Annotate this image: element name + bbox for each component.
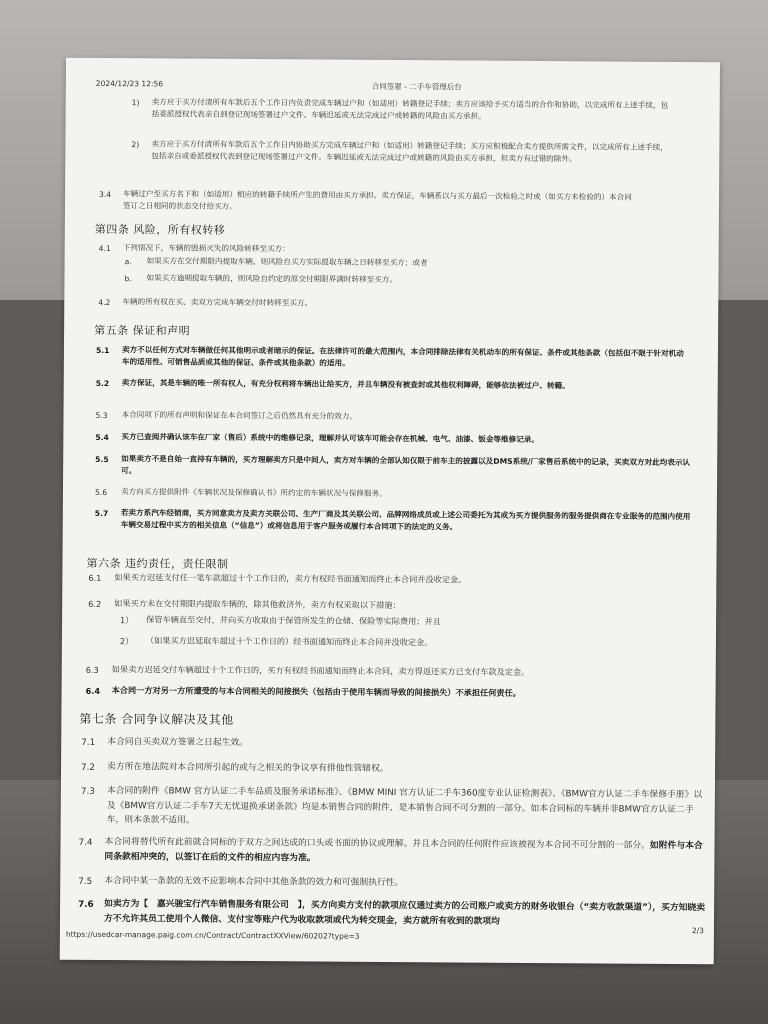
clause-4-1-b: 如果买方逾期提取车辆的，则风险自约定的原交付期限界满时转移至买方。 — [146, 273, 398, 285]
clause-num: 6.4 — [85, 685, 101, 696]
clause-num: 7.1 — [81, 737, 96, 748]
clause-num: 5.2 — [95, 378, 110, 389]
clause-6-4: 本合同一方对另一方所遭受的与本合同相关的间接损失（包括由于使用车辆而导致的间接损失）不承担任何责任。 — [111, 685, 522, 698]
clause-3-4: 车辆过户至买方名下和（如适用）相应的转籍手续所产生的费用由买方承担。卖方保证，车辆系以与买方最后一次检验之时或（如买方未检验的）本合同签订之日相同的状态交付给买方。 — [122, 189, 632, 211]
sub-item-num: 2） — [119, 636, 134, 647]
clause-num: 5.7 — [94, 508, 109, 519]
clause-4-1: 下列情况下，车辆的毁损灭失的风险转移至买方： — [122, 243, 290, 254]
article-7-heading: 第七条 合同争议解决及其他 — [79, 711, 234, 727]
sub-item-num: b. — [124, 274, 132, 284]
clause-num: 5.1 — [95, 345, 110, 356]
clause-5-1: 卖方不以任何方式对车辆做任何其他明示或者暗示的保证。在法律许可的最大范围内，本合同排除法律有关机动车的所有保证、条件或其他条款（包括但不限于针对机动车的适用性、可销售品质或其他的保证、条件或其他条款）的适用。 — [121, 345, 684, 368]
clause-num: 4.1 — [98, 243, 111, 254]
clause-6-2-2: （如果买方迟延取车超过十个工作日的）经书面通知而终止本合同并没收定金。 — [145, 635, 433, 648]
clause-6-2: 如果买方未在交付期限内提取车辆的，除其他救济外，卖方有权采取以下措施： — [114, 598, 401, 611]
clause-7-4-bold: 如附件与本合同条款相冲突的，以签订在后的文件的相应内容为准。 — [104, 840, 703, 863]
clause-num: 6.3 — [85, 664, 99, 675]
clause-4-2: 车辆的所有权在买、卖双方完成车辆交付时转移至买方。 — [122, 297, 313, 308]
print-date: 2024/12/23 12:56 — [95, 78, 164, 89]
clause-6-2-1: 保管车辆直至交付，并向买方收取由于保管所发生的仓储、保险等实际费用；并且 — [146, 614, 441, 627]
clause-5-3: 本合同项下的所有声明和保证在本合同签订之后仍然具有充分的效力。 — [121, 410, 357, 421]
page-url: https://usedcar-manage.paig.com.cn/Contract/ContractXXView/60202?type=3 — [65, 929, 360, 941]
clause-num: 7.3 — [80, 786, 95, 797]
clause-num: 3.4 — [99, 189, 112, 200]
clause-num: 7.5 — [78, 876, 93, 887]
intro-item-num: 1) — [131, 98, 140, 108]
clause-num: 7.2 — [81, 762, 96, 773]
clause-num: 7.4 — [78, 837, 93, 848]
clause-num: 6.1 — [88, 572, 102, 583]
clause-5-6: 卖方向买方提供附件《车辆状况及保修确认书》所约定的车辆状况与保修服务。 — [120, 487, 387, 498]
clause-5-5: 如果卖方不是自始一直持有车辆的，买方理解卖方只是中间人，卖方对车辆的全部认知仅限于前车主的披露以及DMS系统/厂家售后系统中的记录，买卖双方对此均表示认可。 — [121, 454, 691, 475]
clause-6-1: 如果买方迟延支付任一笔车款超过十个工作日的，卖方有权经书面通知而终止本合同并没收定金。 — [114, 572, 467, 585]
article-5-heading: 第五条 保证和声明 — [94, 323, 191, 338]
page-title: 合同签署 - 二手车管理后台 — [371, 81, 462, 92]
clause-7-5: 本合同中某一条款的无效不应影响本合同中其他条款的效力和可强制执行性。 — [104, 876, 404, 889]
clause-7-1: 本合同自买卖双方签署之日起生效。 — [107, 737, 249, 749]
contract-page — [60, 58, 720, 965]
article-6-heading: 第六条 违约责任，责任限制 — [86, 556, 229, 571]
clause-7-4 — [104, 835, 710, 868]
sub-item-num: 1） — [120, 615, 134, 626]
clause-7-4-text: 本合同将替代所有此前就合同标的于双方之间达成的口头或书面的协议或理解。并且本合同的任何附件应该被视为本合同不可分割的一部分。 — [104, 837, 650, 851]
clause-num: 5.3 — [95, 410, 108, 421]
clause-num: 5.4 — [95, 432, 109, 443]
article-4-heading: 第四条 风险，所有权转移 — [94, 222, 226, 237]
clause-6-3: 如果卖方迟延交付车辆超过十个工作日的，买方有权经书面通知而终止本合同，卖方得返还买方已支付车款及定金。 — [111, 664, 530, 677]
clause-num: 4.2 — [98, 297, 111, 308]
intro-item-num: 2) — [131, 140, 140, 150]
page-number: 2/3 — [691, 926, 704, 936]
intro-item: 卖方应于买方付清所有车款后五个工作日内负责完成车辆过户和（如适用）转籍登记手续；卖方应该给予买方适当的合作和协助，以完成所有上述手续，包括委派授权代表亲自到登记现场签署过户文件。车辆迟延或无法完成过户或转籍的风险由买方承担。 — [151, 97, 669, 121]
clause-7-6: 如卖方为【 嘉兴骏宝行汽车销售服务有限公司 】，买方向卖方支付的款项应仅通过卖方的公司账户或卖方的财务收银台（“卖方收款渠道”），买方知晓卖方不允许其员工使用个人微信、支付宝等账户代为收取款项或代为转交现金，卖方就所有收到的款项均 — [103, 899, 706, 927]
clause-5-2: 卖方保证，其是车辆的唯一所有权人，有充分权利将车辆出让给买方，并且车辆没有被查封或其他权利障碍，能够依法被过户、转籍。 — [121, 378, 570, 391]
clause-5-4: 买方已查阅并确认该车在厂家（售后）系统中的维修记录，理解并认可该车可能会存在机械、电气、油漆、钣金等维修记录。 — [121, 432, 540, 445]
clause-num: 5.6 — [94, 487, 108, 498]
page-header — [95, 78, 690, 92]
clause-num: 7.6 — [78, 899, 94, 910]
clause-7-2: 卖方所在地法院对本合同所引起的或与之相关的争议享有排他性管辖权。 — [107, 762, 389, 774]
intro-item: 卖方应于买方付清所有车款后五个工作日内协助买方完成车辆过户和（如适用）转籍登记手续；买方应积极配合卖方提供所需文件，以完成所有上述手续，包括亲自或委派授权代表到登记现场签署过户文件。车辆迟延或无法完成过户或转籍的风险由买方承担，但卖方有过错的除外。 — [151, 139, 668, 163]
clause-num: 5.5 — [95, 454, 109, 465]
sub-item-num: a. — [124, 257, 132, 267]
clause-7-3: 本合同的附件《BMW 官方认证二手车品质及服务承诺标准》、《BMW MINI 官方认证二手车360度专业认证检测表》、《BMW官方认证二手车保修手册》以及《BMW官方认证二手车7天无忧退换承诺条款》均是本销售合同的附件，是本销售合同不可分割的一部分。如本合同标的车辆并非BMW官方认证二手车，则本条款不适用。 — [106, 786, 703, 826]
clause-num: 6.2 — [88, 598, 102, 609]
clause-5-7: 若卖方系汽车经销商，买方同意卖方及卖方关联公司、生产厂商及其关联公司、品牌网络成员或上述公司委托为其或为买方提供服务的服务提供商在专业服务的范围内使用车辆交易过程中买方的相关信息（“信息”）或将信息用于客户服务或履行本合同项下的法定的义务。 — [120, 508, 691, 531]
clause-4-1-a: 如果买方在交付期限内提取车辆，则风险自买方实际提取车辆之日转移至买方；或者 — [146, 256, 428, 268]
